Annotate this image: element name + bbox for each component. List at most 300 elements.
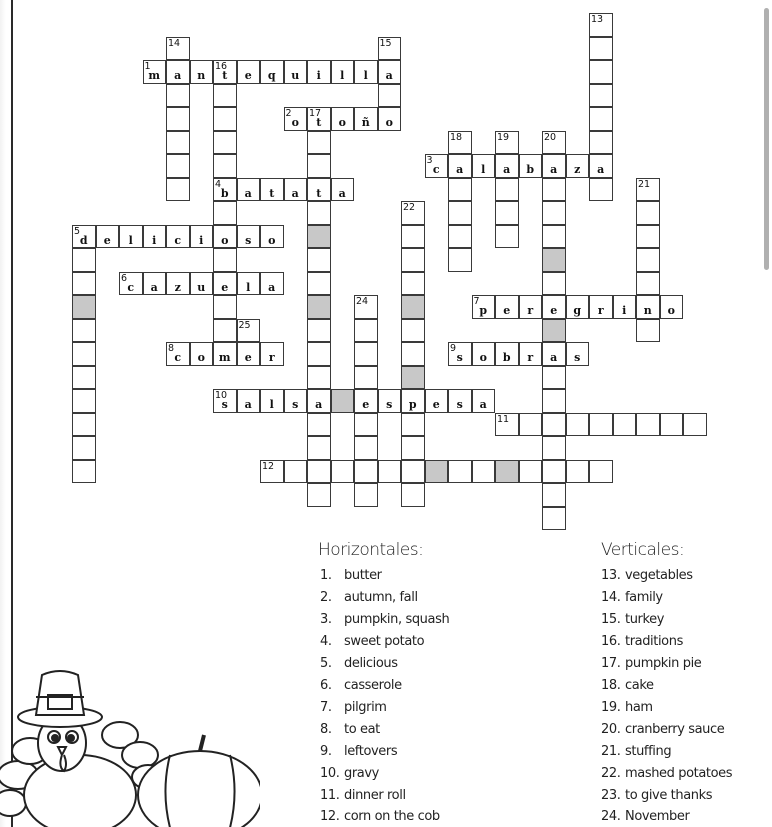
clue-number: 18 [450, 131, 463, 143]
grid-cell[interactable] [237, 342, 261, 366]
across-clue: 2. autumn, fall [320, 590, 418, 605]
grid-cell[interactable] [448, 201, 472, 225]
across-clue: 5. delicious [320, 656, 398, 671]
grid-cell[interactable] [636, 319, 660, 343]
grid-cell[interactable] [589, 131, 613, 155]
clue-number: 16 [215, 61, 228, 72]
down-clue: 22. mashed potatoes [601, 766, 733, 781]
cell-letter: r [527, 304, 534, 317]
grid-cell[interactable] [237, 225, 261, 249]
grid-cell[interactable] [542, 366, 566, 390]
cell-letter: l [340, 69, 345, 82]
grid-cell[interactable] [284, 460, 308, 484]
cell-letter: i [152, 233, 157, 247]
grid-cell[interactable] [260, 272, 284, 296]
grid-cell[interactable] [542, 483, 566, 507]
grid-cell[interactable] [495, 460, 519, 484]
across-clue: 3. pumpkin, squash [320, 612, 450, 627]
grid-cell[interactable] [683, 413, 707, 437]
feather-icon [122, 742, 158, 768]
grid-cell[interactable] [495, 413, 519, 437]
across-clue: 1. butter [320, 568, 382, 583]
grid-cell[interactable] [401, 413, 425, 437]
grid-cell[interactable] [213, 60, 237, 84]
cell-letter: s [245, 233, 252, 247]
grid-cell[interactable] [307, 107, 331, 131]
grid-cell[interactable] [636, 248, 660, 272]
grid-cell[interactable] [448, 131, 472, 155]
feather-icon [0, 790, 26, 816]
wattle-icon [60, 755, 66, 771]
cell-letter: t [316, 116, 322, 129]
grid-cell[interactable] [495, 178, 519, 202]
across-clue: 10. gravy [320, 766, 379, 781]
grid-cell[interactable] [448, 248, 472, 272]
grid-cell[interactable] [166, 272, 190, 296]
cell-letter: r [527, 351, 534, 364]
grid-cell[interactable] [589, 413, 613, 437]
grid-cell[interactable] [542, 201, 566, 225]
cell-letter: g [573, 304, 582, 317]
grid-cell[interactable] [425, 460, 449, 484]
grid-cell[interactable] [613, 413, 637, 437]
grid-cell[interactable] [542, 272, 566, 296]
grid-cell[interactable] [143, 272, 167, 296]
grid-cell[interactable] [542, 436, 566, 460]
grid-cell[interactable] [72, 272, 96, 296]
grid-cell[interactable] [660, 413, 684, 437]
grid-cell[interactable] [401, 319, 425, 343]
grid-cell[interactable] [307, 366, 331, 390]
clue-number: 13 [591, 14, 604, 25]
grid-cell[interactable] [213, 154, 237, 178]
cell-letter: z [174, 280, 181, 294]
grid-cell[interactable] [237, 178, 261, 202]
grid-cell[interactable] [213, 225, 237, 249]
grid-cell[interactable] [72, 248, 96, 272]
grid-cell[interactable] [307, 225, 331, 249]
turkey-body [24, 755, 136, 827]
grid-cell[interactable] [260, 342, 284, 366]
grid-cell[interactable] [213, 295, 237, 319]
grid-cell[interactable] [589, 178, 613, 202]
grid-cell[interactable] [307, 436, 331, 460]
across-clue: 9. leftovers [320, 744, 398, 759]
clue-number: 22 [403, 202, 416, 213]
grid-cell[interactable] [660, 295, 684, 319]
grid-cell[interactable] [190, 60, 214, 84]
cell-letter: a [174, 69, 182, 82]
grid-cell[interactable] [260, 225, 284, 249]
grid-cell[interactable] [307, 342, 331, 366]
cell-letter: e [244, 351, 252, 364]
grid-cell[interactable] [472, 295, 496, 319]
cell-letter: b [502, 351, 511, 364]
cell-letter: o [291, 116, 299, 129]
grid-cell[interactable] [213, 131, 237, 155]
grid-cell[interactable] [166, 131, 190, 155]
grid-cell[interactable] [448, 460, 472, 484]
clue-number: 2 [285, 108, 292, 119]
grid-cell[interactable] [307, 154, 331, 178]
grid-cell[interactable] [589, 295, 613, 319]
grid-cell[interactable] [542, 319, 566, 343]
grid-cell[interactable] [284, 60, 308, 84]
grid-cell[interactable] [448, 154, 472, 178]
across-clue: 4. sweet potato [320, 634, 425, 649]
cell-letter: s [456, 398, 463, 411]
grid-cell[interactable] [213, 389, 237, 413]
cell-letter: a [150, 280, 158, 294]
clue-number: 1 [144, 61, 151, 72]
grid-cell[interactable] [542, 131, 566, 155]
grid-cell[interactable] [566, 295, 590, 319]
grid-cell[interactable] [613, 295, 637, 319]
grid-cell[interactable] [354, 436, 378, 460]
grid-cell[interactable] [331, 107, 355, 131]
clue-number: 17 [309, 108, 322, 119]
grid-cell[interactable] [472, 389, 496, 413]
grid-cell[interactable] [72, 295, 96, 319]
cell-letter: r [268, 351, 275, 364]
grid-cell[interactable] [166, 178, 190, 202]
grid-cell[interactable] [425, 154, 449, 178]
grid-cell[interactable] [401, 460, 425, 484]
cell-letter: q [267, 69, 276, 82]
grid-cell[interactable] [190, 225, 214, 249]
grid-cell[interactable] [448, 342, 472, 366]
down-clue: 20. cranberry sauce [601, 722, 725, 737]
grid-cell[interactable] [143, 225, 167, 249]
down-clue: 14. family [601, 590, 663, 605]
cell-letter: a [315, 398, 323, 411]
clue-number: 8 [168, 343, 175, 354]
clue-number: 25 [238, 319, 251, 331]
grid-cell[interactable] [636, 413, 660, 437]
grid-cell[interactable] [519, 154, 543, 178]
scrollbar[interactable] [764, 8, 769, 270]
cell-letter: r [597, 304, 604, 317]
cell-letter: a [456, 163, 464, 176]
cell-letter: o [479, 351, 487, 364]
grid-cell[interactable] [495, 154, 519, 178]
cell-letter: a [338, 186, 346, 200]
grid-cell[interactable] [636, 178, 660, 202]
cell-letter: a [479, 398, 487, 411]
cell-letter: n [643, 304, 652, 317]
grid-cell[interactable] [260, 60, 284, 84]
grid-cell[interactable] [401, 342, 425, 366]
grid-cell[interactable] [96, 225, 120, 249]
grid-cell[interactable] [354, 483, 378, 507]
grid-cell[interactable] [307, 389, 331, 413]
grid-cell[interactable] [354, 366, 378, 390]
grid-cell[interactable] [213, 84, 237, 108]
cell-letter: e [103, 233, 111, 247]
grid-cell[interactable] [542, 178, 566, 202]
grid-cell[interactable] [542, 507, 566, 531]
across-clue: 12. corn on the cob [320, 809, 440, 824]
grid-cell[interactable] [72, 342, 96, 366]
grid-cell[interactable] [307, 295, 331, 319]
grid-cell[interactable] [542, 295, 566, 319]
down-clue: 13. vegetables [601, 568, 693, 583]
cell-letter: e [432, 398, 440, 411]
clue-number: 24 [356, 296, 369, 307]
grid-cell[interactable] [119, 272, 143, 296]
grid-cell[interactable] [307, 483, 331, 507]
cell-letter: i [316, 69, 321, 82]
grid-cell[interactable] [166, 37, 190, 61]
across-heading: Horizontales: [318, 540, 424, 560]
cell-letter: a [550, 163, 558, 176]
grid-cell[interactable] [331, 389, 355, 413]
cell-letter: l [363, 69, 368, 82]
grid-cell[interactable] [237, 319, 261, 343]
grid-cell[interactable] [425, 389, 449, 413]
down-heading: Verticales: [601, 540, 685, 560]
grid-cell[interactable] [589, 13, 613, 37]
grid-cell[interactable] [307, 60, 331, 84]
grid-cell[interactable] [354, 342, 378, 366]
grid-cell[interactable] [636, 225, 660, 249]
cell-letter: l [269, 398, 274, 411]
grid-cell[interactable] [190, 342, 214, 366]
grid-cell[interactable] [72, 436, 96, 460]
cell-letter: a [291, 186, 299, 200]
grid-cell[interactable] [566, 413, 590, 437]
grid-cell[interactable] [519, 413, 543, 437]
grid-cell[interactable] [401, 248, 425, 272]
grid-cell[interactable] [401, 366, 425, 390]
grid-cell[interactable] [542, 342, 566, 366]
grid-cell[interactable] [213, 107, 237, 131]
cell-letter: a [268, 280, 276, 294]
grid-cell[interactable] [636, 201, 660, 225]
clue-number: 3 [426, 155, 433, 166]
cell-letter: l [128, 233, 133, 247]
grid-cell[interactable] [166, 342, 190, 366]
grid-cell[interactable] [284, 107, 308, 131]
grid-cell[interactable] [589, 154, 613, 178]
cell-letter: m [218, 351, 231, 364]
cell-letter: m [148, 69, 161, 82]
grid-cell[interactable] [472, 342, 496, 366]
grid-cell[interactable] [213, 319, 237, 343]
grid-cell[interactable] [542, 225, 566, 249]
grid-cell[interactable] [72, 460, 96, 484]
cell-letter: e [221, 280, 229, 294]
grid-cell[interactable] [589, 84, 613, 108]
grid-cell[interactable] [331, 178, 355, 202]
grid-cell[interactable] [378, 460, 402, 484]
grid-cell[interactable] [448, 178, 472, 202]
cell-letter: o [268, 233, 276, 247]
pilgrim-turkey-illustration [0, 655, 260, 827]
cell-letter: c [432, 163, 440, 176]
cell-letter: o [338, 116, 346, 129]
grid-cell[interactable] [143, 60, 167, 84]
grid-cell[interactable] [72, 413, 96, 437]
grid-cell[interactable] [589, 460, 613, 484]
cell-letter: i [199, 233, 204, 247]
grid-cell[interactable] [401, 436, 425, 460]
down-clue: 16. traditions [601, 634, 683, 649]
grid-cell[interactable] [378, 389, 402, 413]
grid-cell[interactable] [213, 178, 237, 202]
cell-letter: o [667, 304, 675, 317]
cell-letter: e [550, 304, 558, 317]
down-clue: 18. cake [601, 678, 654, 693]
grid-cell[interactable] [260, 389, 284, 413]
cell-letter: a [385, 69, 393, 82]
grid-cell[interactable] [284, 389, 308, 413]
clue-number: 6 [121, 272, 128, 284]
down-clue: 17. pumpkin pie [601, 656, 702, 671]
grid-cell[interactable] [72, 366, 96, 390]
across-clue: 11. dinner roll [320, 788, 406, 803]
grid-cell[interactable] [378, 84, 402, 108]
grid-cell[interactable] [378, 107, 402, 131]
grid-cell[interactable] [354, 460, 378, 484]
cell-letter: s [456, 351, 463, 364]
grid-cell[interactable] [519, 295, 543, 319]
grid-cell[interactable] [542, 154, 566, 178]
cell-letter: o [197, 351, 205, 364]
cell-letter: e [362, 398, 370, 411]
cell-letter: n [197, 69, 206, 82]
cell-letter: p [479, 304, 488, 317]
grid-cell[interactable] [401, 483, 425, 507]
clue-number: 5 [74, 225, 81, 237]
clue-number: 10 [215, 390, 228, 401]
cell-letter: b [526, 163, 535, 176]
grid-cell[interactable] [519, 342, 543, 366]
grid-cell[interactable] [213, 201, 237, 225]
grid-cell[interactable] [542, 248, 566, 272]
grid-cell[interactable] [307, 201, 331, 225]
grid-cell[interactable] [166, 225, 190, 249]
grid-cell[interactable] [542, 460, 566, 484]
grid-cell[interactable] [495, 131, 519, 155]
grid-cell[interactable] [237, 272, 261, 296]
clue-number: 7 [473, 296, 480, 307]
grid-cell[interactable] [495, 225, 519, 249]
grid-cell[interactable] [354, 107, 378, 131]
grid-cell[interactable] [472, 154, 496, 178]
grid-cell[interactable] [566, 154, 590, 178]
clue-number: 20 [544, 131, 557, 143]
grid-cell[interactable] [213, 272, 237, 296]
grid-cell[interactable] [354, 60, 378, 84]
grid-cell[interactable] [589, 107, 613, 131]
cell-letter: a [244, 398, 252, 411]
grid-cell[interactable] [331, 460, 355, 484]
down-clue: 15. turkey [601, 612, 665, 627]
cell-letter: t [316, 186, 322, 200]
grid-cell[interactable] [566, 460, 590, 484]
grid-cell[interactable] [166, 154, 190, 178]
cell-letter: d [79, 233, 88, 247]
across-clue: 8. to eat [320, 722, 380, 737]
cell-letter: a [503, 163, 511, 176]
grid-cell[interactable] [284, 178, 308, 202]
grid-cell[interactable] [166, 60, 190, 84]
grid-cell[interactable] [472, 460, 496, 484]
cell-letter: a [550, 351, 558, 364]
grid-cell[interactable] [307, 413, 331, 437]
grid-cell[interactable] [331, 60, 355, 84]
grid-cell[interactable] [589, 37, 613, 61]
grid-cell[interactable] [307, 460, 331, 484]
grid-cell[interactable] [495, 342, 519, 366]
grid-cell[interactable] [72, 319, 96, 343]
grid-cell[interactable] [542, 389, 566, 413]
down-clue: 19. ham [601, 700, 653, 715]
cell-letter: t [269, 186, 275, 200]
grid-cell[interactable] [354, 389, 378, 413]
grid-cell[interactable] [237, 60, 261, 84]
grid-cell[interactable] [636, 295, 660, 319]
grid-cell[interactable] [589, 60, 613, 84]
cell-letter: a [597, 163, 605, 176]
grid-cell[interactable] [307, 272, 331, 296]
grid-cell[interactable] [636, 272, 660, 296]
cell-letter: ñ [361, 116, 370, 129]
grid-cell[interactable] [307, 248, 331, 272]
grid-cell[interactable] [119, 225, 143, 249]
grid-cell[interactable] [448, 225, 472, 249]
cell-letter: s [574, 351, 581, 364]
grid-cell[interactable] [166, 84, 190, 108]
grid-cell[interactable] [72, 225, 96, 249]
grid-cell[interactable] [401, 201, 425, 225]
grid-cell[interactable] [237, 389, 261, 413]
cell-letter: i [622, 304, 627, 317]
grid-cell[interactable] [354, 413, 378, 437]
grid-cell[interactable] [213, 342, 237, 366]
grid-cell[interactable] [307, 131, 331, 155]
grid-cell[interactable] [495, 295, 519, 319]
grid-cell[interactable] [354, 319, 378, 343]
grid-cell[interactable] [519, 460, 543, 484]
grid-cell[interactable] [495, 201, 519, 225]
down-clue: 24. November [601, 809, 690, 824]
grid-cell[interactable] [166, 107, 190, 131]
grid-cell[interactable] [378, 60, 402, 84]
grid-cell[interactable] [401, 272, 425, 296]
grid-cell[interactable] [401, 389, 425, 413]
grid-cell[interactable] [542, 413, 566, 437]
grid-cell[interactable] [401, 295, 425, 319]
grid-cell[interactable] [566, 342, 590, 366]
clue-number: 4 [215, 178, 222, 190]
grid-cell[interactable] [190, 272, 214, 296]
clue-number: 12 [262, 460, 275, 472]
grid-cell[interactable] [354, 295, 378, 319]
cell-letter: t [222, 69, 228, 82]
down-clue: 23. to give thanks [601, 788, 713, 803]
grid-cell[interactable] [260, 460, 284, 484]
grid-cell[interactable] [72, 389, 96, 413]
grid-cell[interactable] [260, 178, 284, 202]
grid-cell[interactable] [378, 37, 402, 61]
grid-cell[interactable] [307, 319, 331, 343]
grid-cell[interactable] [213, 248, 237, 272]
grid-cell[interactable] [448, 389, 472, 413]
grid-cell[interactable] [307, 178, 331, 202]
grid-cell[interactable] [401, 225, 425, 249]
